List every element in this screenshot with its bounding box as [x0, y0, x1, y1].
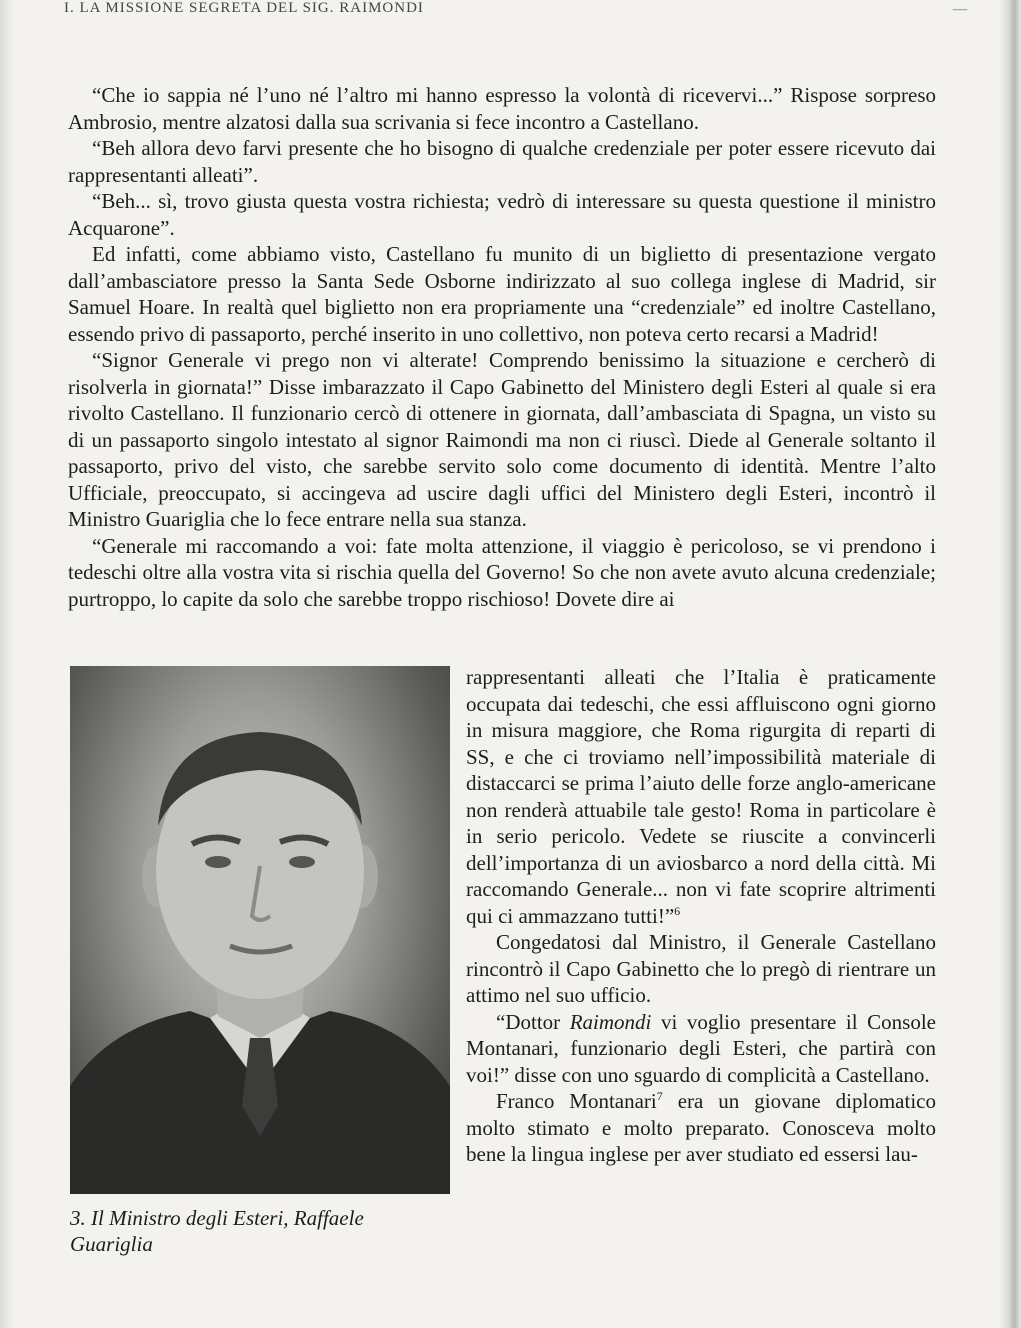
paragraph-text: Franco Montanari — [496, 1089, 657, 1113]
footnote-ref: 6 — [674, 903, 681, 918]
paragraph — [466, 1009, 936, 1089]
book-gutter — [999, 0, 1021, 1328]
paragraph-text: “Dottor — [496, 1009, 570, 1034]
full-width-text — [68, 82, 936, 612]
paragraph: “Beh allora devo farvi presente che ho bisogno di qualche credenziale per poter essere ricevuto dai rappresentanti alleati”. — [68, 136, 936, 187]
paragraph: Ed infatti, come abbiamo visto, Castellano fu munito di un biglietto di presentazione vergato dall’ambasciatore presso la Santa Sede Osborne indirizzato al suo collega inglese di Madrid, sir Samuel Hoare. In realtà quel biglietto non era propriamente una “credenziale” ed inoltre Castellano, essendo privo di passaporto, perché inserito in uno collettivo, non poteva certo recarsi a Madrid! — [68, 242, 936, 346]
paragraph: “Che io sappia né l’uno né l’altro mi hanno espresso la volontà di ricevervi...” Rispose sorpreso Ambrosio, mentre alzatosi dalla sua scrivania si fece incontro a Castellano. — [68, 83, 936, 134]
right-column-text — [466, 664, 936, 1168]
portrait-photo — [70, 666, 450, 1194]
paragraph — [466, 1088, 936, 1168]
paragraph-text: vi voglio presentare il Console Montanari, funzionario degli Esteri, che partirà con voi!” disse con uno sguardo di complicità a Castellano. — [466, 1009, 936, 1087]
paragraph — [466, 664, 936, 929]
running-header: I. LA MISSIONE SEGRETA DEL SIG. RAIMONDI — [64, 0, 424, 16]
footnote-ref: 7 — [656, 1089, 663, 1103]
page-shadow-left — [0, 0, 14, 1328]
figure-caption: 3. Il Ministro degli Esteri, Raffaele Guariglia — [70, 1206, 364, 1256]
paragraph-text: rappresentanti alleati che l’Italia è praticamente occupata dai tedeschi, che essi affluiscono ogni giorno in misura maggiore, che Roma rigurgita di reparti di SS, e che ci troviamo nell’impossibilità materiale di distaccarci se prima l’aiuto delle forze anglo-americane non renderà attuabile tale gesto! Roma in particolare è in serio pericolo. Vedete se riuscite a convincerli dell’importanza di un aviosbarco a nord della città. Mi raccomando Generale... non vi fate scoprire altrimenti qui ci ammazzano tutti!” — [466, 665, 936, 928]
paragraph: Congedatosi dal Ministro, il Generale Castellano rincontrò il Capo Gabinetto che lo pregò di rientrare un attimo nel suo ufficio. — [466, 930, 936, 1007]
paragraph-text: era un giovane diplomatico molto stimato e molto preparato. Conosceva molto bene la lingua inglese per aver studiato ed essersi lau- — [466, 1089, 936, 1166]
paragraph: “Signor Generale vi prego non vi alterate! Comprendo benissimo la situazione e cercherò di risolverla in giornata!” Disse imbarazzato il Capo Gabinetto del Ministero degli Esteri al quale si era rivolto Castellano. Il funzionario cercò di ottenere in giornata, dall’ambasciata di Spagna, un visto su di un passaporto singolo intestato al signor Raimondi ma non ci riuscì. Diede al Generale soltanto il passaporto, privo del visto, che sarebbe servito solo come documento di identità. Mentre l’alto Ufficiale, preoccupato, si accingeva ad uscire dagli uffici del Ministero degli Esteri, incontrò il Ministro Guariglia che lo fece entrare nella sua stanza. — [68, 348, 936, 531]
italic-name: Raimondi — [569, 1009, 652, 1034]
paragraph: “Beh... sì, trovo giusta questa vostra richiesta; vedrò di interessare su questa questione il ministro Acquarone”. — [68, 189, 936, 240]
page-mark: — — [953, 2, 967, 17]
paragraph: “Generale mi raccomando a voi: fate molta attenzione, il viaggio è pericoloso, se vi prendono i tedeschi oltre alla vostra vita si rischia quella del Governo! So che non avete avuto alcuna credenziale; purtroppo, lo capite da solo che sarebbe troppo rischioso! Dovete dire ai — [68, 533, 936, 611]
portrait-illustration — [70, 666, 450, 1194]
